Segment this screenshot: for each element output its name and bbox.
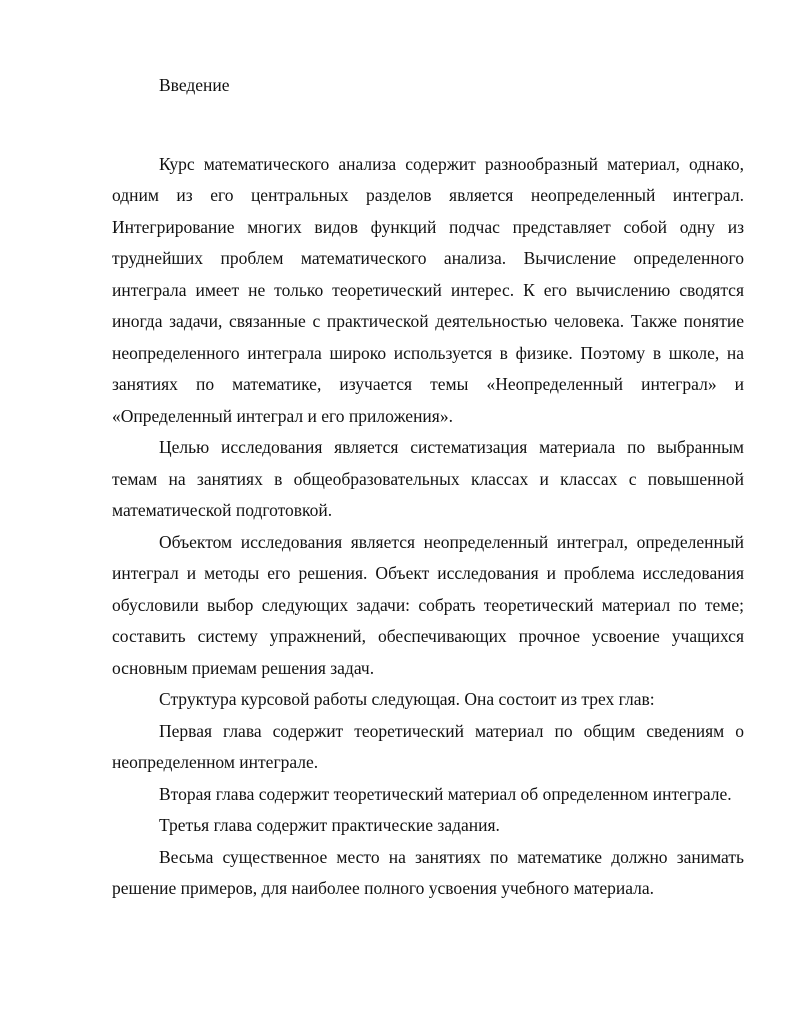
paragraph-object: Объектом исследования является неопределенный интеграл, определенный интеграл и методы его решения. Объект исследования и проблема исследования обусловили выбор следующих задачи: собрать теоретический материал по теме; составить систему упражнений, обеспечивающих прочное усвоение учащихся основным приемам решения задач. — [112, 531, 744, 678]
paragraph-chapter-2: Вторая глава содержит теоретический материал об определенном интеграле. — [159, 783, 732, 804]
document-page — [112, 70, 744, 905]
paragraph-examples: Весьма существенное место на занятиях по математике должно занимать решение примеров, для наиболее полного усвоения учебного материала. — [112, 846, 744, 898]
heading-spacer — [112, 102, 744, 149]
paragraph-chapter-3: Третья глава содержит практические задания. — [159, 815, 500, 835]
paragraph-structure: Структура курсовой работы следующая. Она состоит из трех глав: — [159, 689, 655, 709]
paragraph-chapter-1: Первая глава содержит теоретический материал по общим сведениям о неопределенном интеграле. — [112, 720, 744, 772]
section-heading: Введение — [159, 75, 230, 95]
paragraph-intro: Курс математического анализа содержит разнообразный материал, однако, одним из его центральных разделов является неопределенный интеграл. Интегрирование многих видов функций подчас представляет собой одну из труднейших проблем математического анализа. Вычисление определенного интеграла имеет не только теоретический интерес. К его вычислению сводятся иногда задачи, связанные с практической деятельностью человека. Также понятие неопределенного интеграла широко используется в физике. Поэтому в школе, на занятиях по математике, изучается темы «Неопределенный интеграл» и «Определенный интеграл и его приложения». — [112, 153, 744, 426]
paragraph-goal: Целью исследования является систематизация материала по выбранным темам на занятиях в общеобразовательных классах и классах с повышенной математической подготовкой. — [112, 437, 744, 520]
